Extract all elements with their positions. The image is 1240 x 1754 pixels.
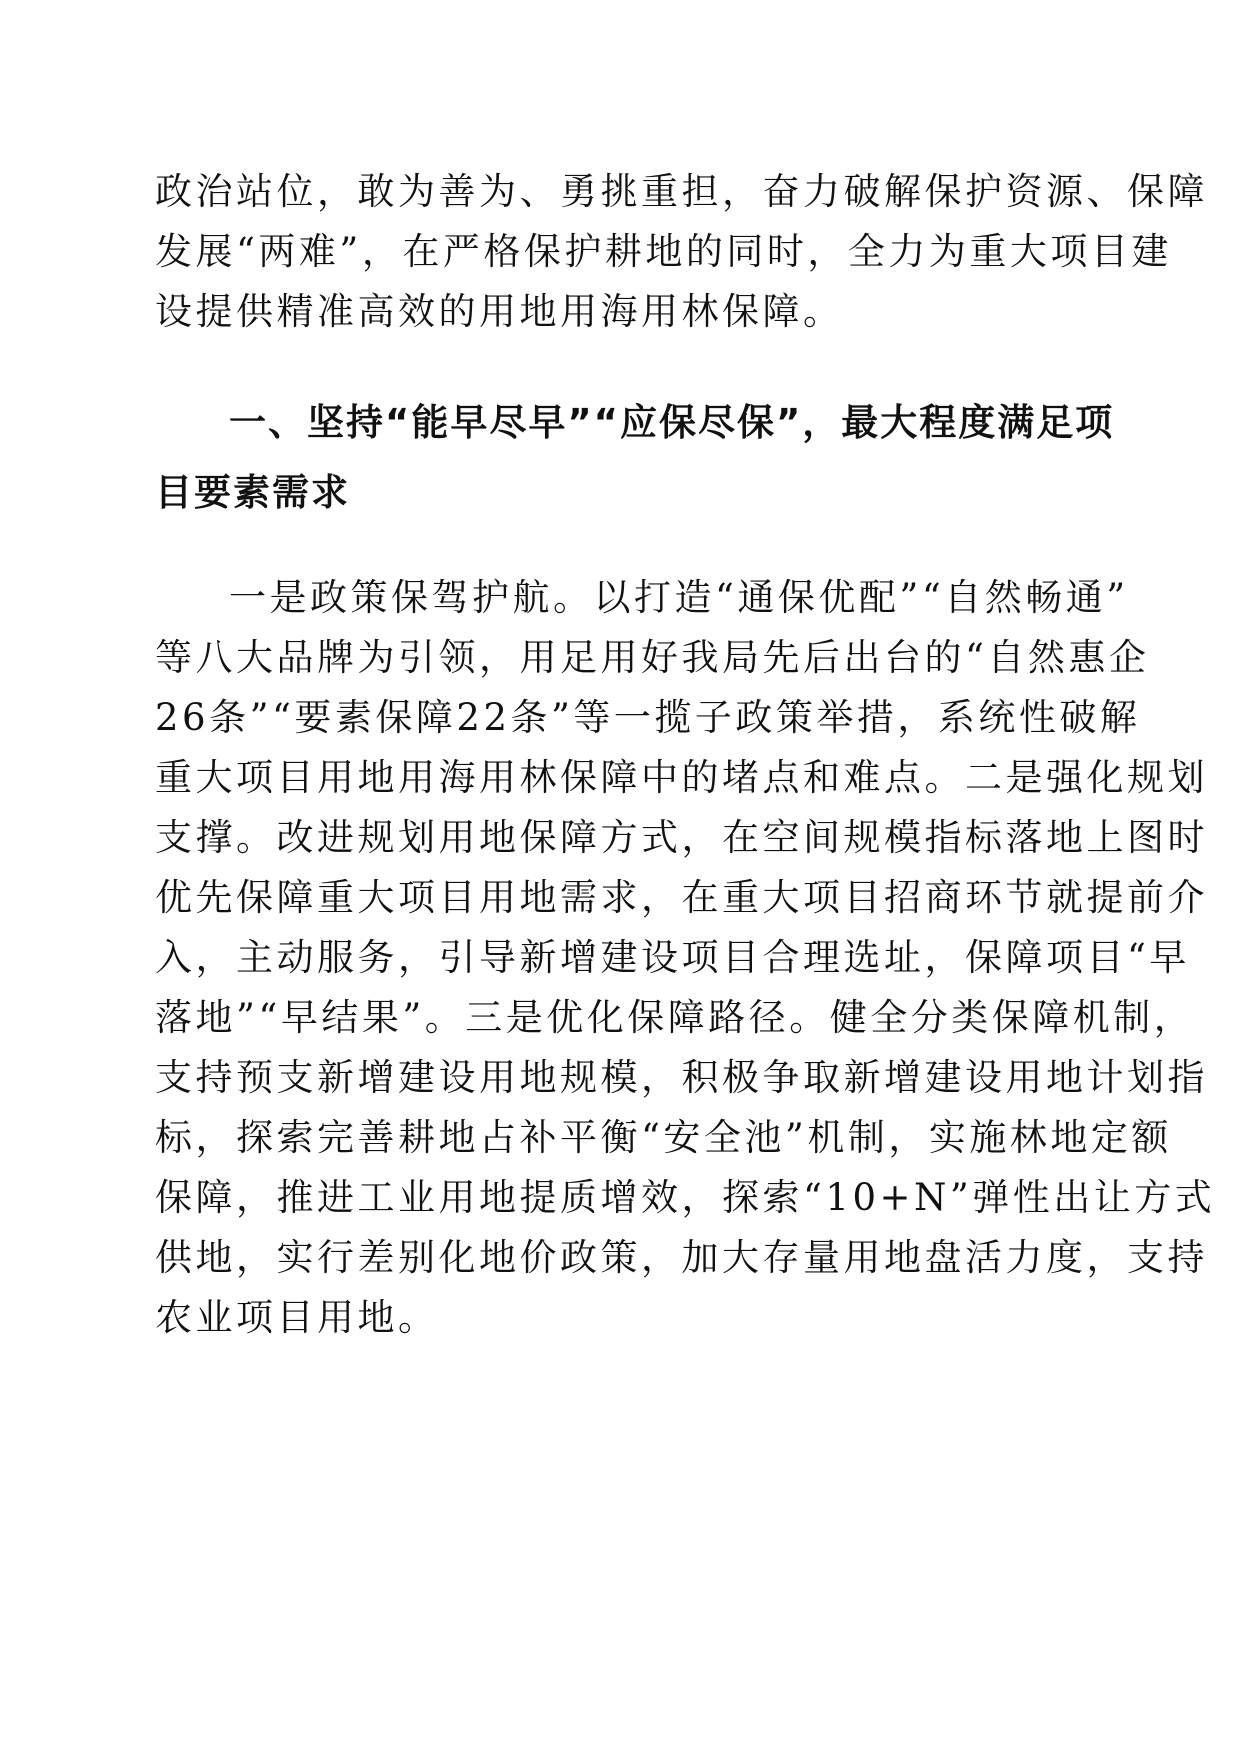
body-line-13: 农业项目用地。 xyxy=(155,1296,439,1339)
body-line-12: 供地，实行差别化地价政策，加大存量用地盘活力度，支持 xyxy=(155,1236,1208,1279)
body-line-4: 重大项目用地用海用林保障中的堵点和难点。二是强化规划 xyxy=(155,756,1208,799)
body-line-8: 落地”“早结果”。三是优化保障路径。健全分类保障机制， xyxy=(155,996,1195,1039)
body-line-10: 标，探索完善耕地占补平衡“安全池”机制，实施林地定额 xyxy=(155,1116,1172,1159)
body-line-2: 等八大品牌为引领，用足用好我局先后出台的“自然惠企 xyxy=(155,636,1150,679)
body-line-5: 支撑。改进规划用地保障方式，在空间规模指标落地上图时 xyxy=(155,816,1208,859)
body-paragraph xyxy=(155,568,1216,1348)
intro-line-1: 政治站位，敢为善为、勇挑重担，奋力破解保护资源、保障 xyxy=(155,170,1208,213)
body-line-1: 一是政策保驾护航。以打造“通保优配”“自然畅通” xyxy=(229,576,1129,619)
body-line-6: 优先保障重大项目用地需求，在重大项目招商环节就提前介 xyxy=(155,876,1208,919)
intro-line-2: 发展“两难”，在严格保护耕地的同时，全力为重大项目建 xyxy=(155,230,1172,273)
heading-line-2: 目要素需求 xyxy=(155,471,350,514)
body-line-9: 支持预支新增建设用地规模，积极争取新增建设用地计划指 xyxy=(155,1056,1208,1099)
body-line-11: 保障，推进工业用地提质增效，探索“10+N”弹性出让方式 xyxy=(155,1176,1216,1219)
body-line-7: 入，主动服务，引导新增建设项目合理选址，保障项目“早 xyxy=(155,936,1190,979)
heading-line-1: 一、坚持“能早尽早”“应保尽保”，最大程度满足项 xyxy=(229,401,1115,444)
body-line-3: 26条”“要素保障22条”等一揽子政策举措，系统性破解 xyxy=(155,696,1141,739)
intro-paragraph xyxy=(155,162,1208,342)
intro-line-3: 设提供精准高效的用地用海用林保障。 xyxy=(155,290,844,333)
section-heading xyxy=(155,388,1115,528)
